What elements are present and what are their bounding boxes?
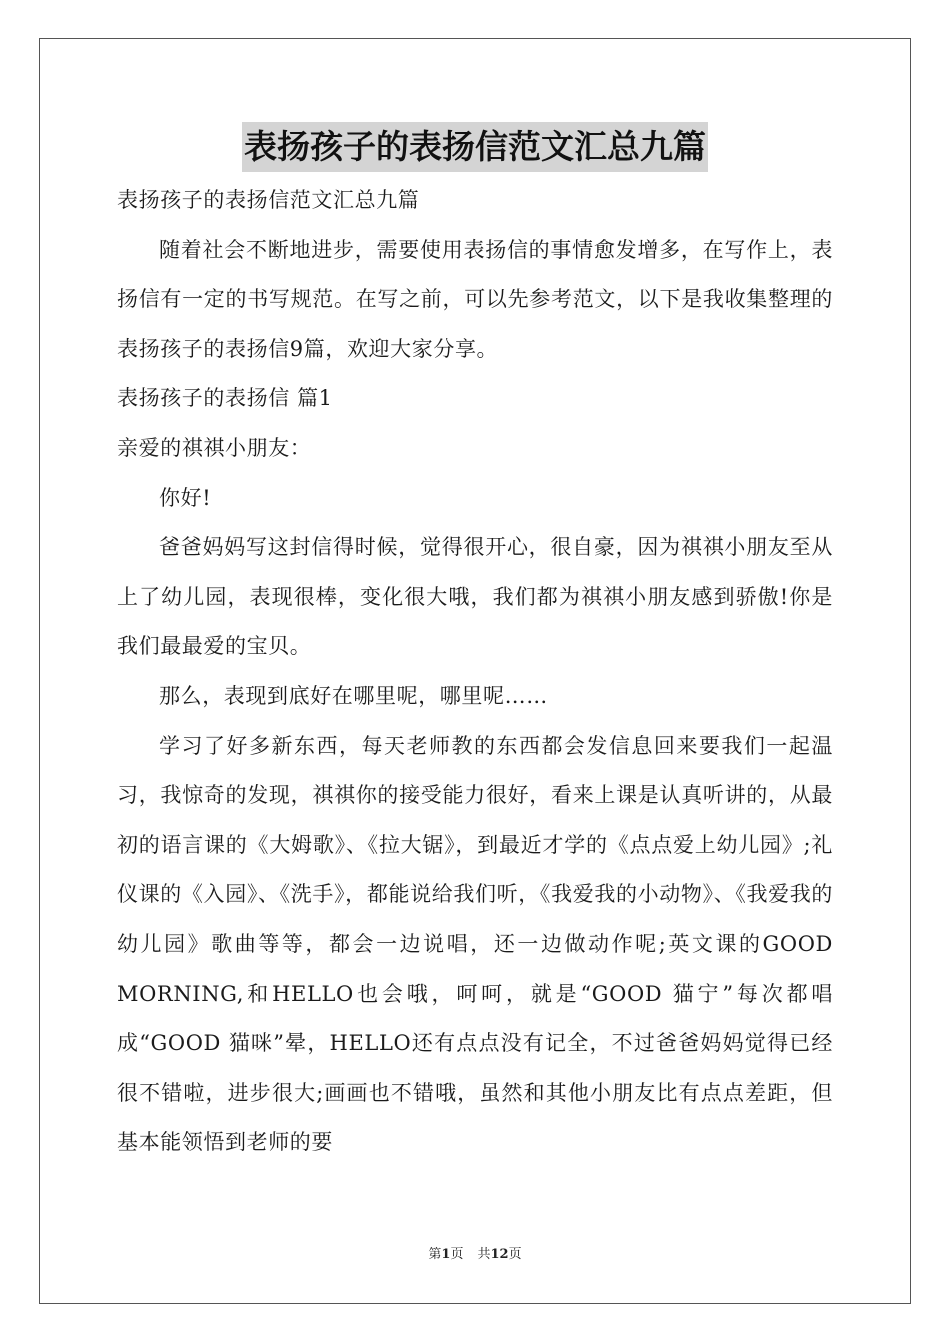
total-prefix: 共 [477, 1247, 491, 1262]
page-footer [0, 1246, 950, 1264]
document-body [117, 176, 833, 1168]
body-paragraph: 随着社会不断地进步，需要使用表扬信的事情愈发增多，在写作上，表扬信有一定的书写规范。在写之前，可以先参考范文，以下是我收集整理的表扬孩子的表扬信9篇，欢迎大家分享。 [117, 237, 833, 361]
page-prefix: 第 [428, 1247, 442, 1262]
body-paragraph: 那么，表现到底好在哪里呢，哪里呢…… [159, 683, 548, 708]
body-paragraph: 亲爱的祺祺小朋友： [117, 435, 312, 460]
document-title: 表扬孩子的表扬信范文汇总九篇 [242, 122, 708, 172]
title-container [0, 122, 950, 172]
body-paragraph: 表扬孩子的表扬信 篇1 [117, 386, 333, 411]
body-paragraph: 你好! [159, 485, 212, 510]
current-page-number: 1 [441, 1247, 451, 1262]
body-paragraph: 表扬孩子的表扬信范文汇总九篇 [117, 188, 420, 212]
page-suffix: 页 [450, 1247, 464, 1262]
body-paragraph: 爸爸妈妈写这封信得时候，觉得很开心，很自豪，因为祺祺小朋友至从上了幼儿园，表现很棒，变化很大哦，我们都为祺祺小朋友感到骄傲!你是我们最最爱的宝贝。 [117, 535, 833, 659]
body-paragraph: 学习了好多新东西，每天老师教的东西都会发信息回来要我们一起温习，我惊奇的发现，祺祺你的接受能力很好，看来上课是认真听讲的，从最初的语言课的《大姆歌》、《拉大锯》，到最近才学的《点点爱上幼儿园》;礼仪课的《入园》、《洗手》，都能说给我们听，《我爱我的小动物》、《我爱我的幼儿园》歌曲等等，都会一边说唱，还一边做动作呢;英文课的GOOD MORNING,和HELLO也会哦，呵呵，就是“GOOD 猫宁”每次都唱成“GOOD 猫咪”晕，HELLO还有点点没有记全，不过爸爸妈妈觉得已经很不错啦，进步很大;画画也不错哦，虽然和其他小朋友比有点点差距，但基本能领悟到老师的要 [117, 733, 833, 1155]
total-suffix: 页 [508, 1247, 522, 1262]
total-page-number: 12 [490, 1247, 509, 1262]
